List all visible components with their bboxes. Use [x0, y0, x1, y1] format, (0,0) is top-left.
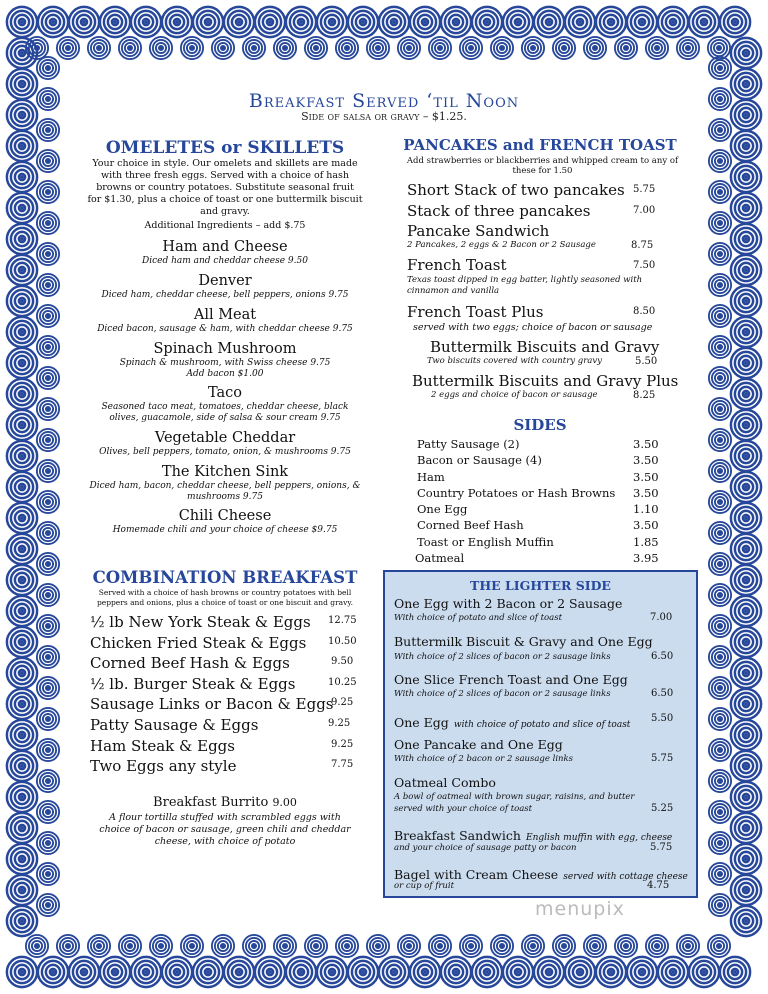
border-circle-icon: [7, 720, 37, 750]
menu-item-desc: With choice of 2 slices of bacon or 2 sausage links: [394, 652, 611, 662]
border-circle-icon: [731, 906, 761, 936]
border-circle-icon: [709, 305, 731, 327]
border-circle-icon: [37, 553, 59, 575]
border-circle-icon: [410, 957, 440, 987]
border-circle-icon: [709, 739, 731, 761]
border-circle-icon: [38, 957, 68, 987]
border-circle-icon: [503, 7, 533, 37]
item-price: 4.75: [647, 880, 670, 891]
border-circle-icon: [100, 7, 130, 37]
border-circle-icon: [286, 957, 316, 987]
menu-item-name: All Meat: [193, 307, 257, 323]
border-circle-icon: [305, 935, 327, 957]
border-circle-icon: [69, 7, 99, 37]
omeletes-list: [80, 238, 370, 536]
border-circle-icon: [709, 336, 731, 358]
list-item: Short Stack of two pancakes: [407, 181, 625, 199]
border-circle-icon: [522, 37, 544, 59]
border-circle-icon: [212, 37, 234, 59]
list-item: Toast or English Muffin 1.85: [417, 534, 659, 549]
pancakes-intro: Add strawberries or blackberries and whipped cream to any of these for 1.50: [406, 156, 679, 176]
border-circle-icon: [7, 255, 37, 285]
border-circle-icon: [709, 553, 731, 575]
border-circle-icon: [441, 7, 471, 37]
menu-item-name: Buttermilk Biscuit & Gravy and One Egg: [394, 634, 653, 649]
border-circle-icon: [162, 7, 192, 37]
border-circle-icon: [553, 935, 575, 957]
border-circle-icon: [7, 596, 37, 626]
border-circle-icon: [37, 181, 59, 203]
border-circle-icon: [731, 596, 761, 626]
border-circle-icon: [348, 7, 378, 37]
menu-item-name: Denver: [198, 273, 252, 289]
border-circle-icon: [731, 844, 761, 874]
list-item: Buttermilk Biscuits and Gravy Plus: [412, 372, 679, 390]
border-circle-icon: [7, 410, 37, 440]
menu-item-desc: served with your choice of toast: [394, 804, 533, 814]
border-circle-icon: [348, 957, 378, 987]
border-circle-icon: [731, 131, 761, 161]
border-circle-icon: [720, 7, 750, 37]
item-price: 5.75: [633, 184, 656, 195]
combination-intro: Served with a choice of hash browns or country potatoes with bell peppers and onions, plus a choice of toast or one biscuit and gravy.: [96, 588, 354, 607]
border-circle-icon: [720, 957, 750, 987]
menu-item-desc: Seasoned taco meat, tomatoes, cheddar cheese, black: [101, 402, 349, 412]
border-circle-icon: [658, 957, 688, 987]
border-circle-icon: [274, 37, 296, 59]
border-circle-icon: [37, 336, 59, 358]
list-item: Buttermilk Biscuits and Gravy: [430, 338, 660, 356]
item-desc: Texas toast dipped in egg batter, lightly seasoned with cinnamon and vanilla: [407, 275, 643, 296]
border-circle-icon: [181, 37, 203, 59]
border-circle-icon: [37, 460, 59, 482]
menu-item-name: One Egg with 2 Bacon or 2 Sausage: [394, 596, 623, 611]
border-circle-icon: [131, 7, 161, 37]
border-circle-icon: [119, 37, 141, 59]
border-circle-icon: [731, 317, 761, 347]
border-circle-icon: [709, 181, 731, 203]
border-circle-icon: [37, 398, 59, 420]
border-circle-icon: [7, 906, 37, 936]
border-circle-icon: [336, 935, 358, 957]
item-price: 7.00: [633, 205, 656, 216]
page-title: Breakfast Served ‘til Noon: [248, 90, 520, 112]
page-subtitle: Side of salsa or gravy – $1.25.: [301, 110, 467, 123]
menu-item-desc: With choice of potato and slice of toast: [394, 613, 563, 623]
border-circle-icon: [709, 646, 731, 668]
border-circle-icon: [181, 935, 203, 957]
item-desc: served with two eggs; choice of bacon or sausage: [413, 322, 653, 333]
border-circle-icon: [317, 957, 347, 987]
border-circle-icon: [37, 305, 59, 327]
border-circle-icon: [731, 441, 761, 471]
border-circle-icon: [553, 37, 575, 59]
border-circle-icon: [7, 286, 37, 316]
border-circle-icon: [7, 875, 37, 905]
border-circle-icon: [7, 813, 37, 843]
border-circle-icon: [37, 429, 59, 451]
border-circle-icon: [709, 770, 731, 792]
list-item: Two Eggs any style 7.75: [90, 757, 354, 776]
lighter-heading: THE LIGHTER SIDE: [470, 578, 611, 593]
watermark: menupix: [535, 898, 625, 920]
border-circle-icon: [429, 935, 451, 957]
border-circle-icon: [596, 7, 626, 37]
border-circle-icon: [709, 460, 731, 482]
list-item: ½ lb. Burger Steak & Eggs 10.25: [90, 674, 357, 693]
border-circle-icon: [255, 7, 285, 37]
menu-item-desc: With choice of 2 bacon or 2 sausage links: [394, 754, 574, 764]
item-price: 5.25: [651, 803, 674, 814]
menu-item-desc: Diced ham, bacon, cheddar cheese, bell peppers, onions, &: [89, 481, 361, 491]
border-circle-icon: [615, 37, 637, 59]
border-circle-icon: [709, 57, 731, 79]
item-price: 8.50: [633, 306, 656, 317]
border-circle-icon: [441, 957, 471, 987]
border-circle-icon: [150, 935, 172, 957]
item-price: 5.75: [651, 753, 674, 764]
menu-item-desc: olives, guacamole, side of salsa & sour cream 9.75: [109, 413, 341, 423]
border-circle-icon: [26, 935, 48, 957]
border-circle-icon: [731, 627, 761, 657]
menu-item-name: Ham and Cheese: [162, 239, 288, 255]
border-circle-icon: [410, 7, 440, 37]
border-circle-icon: [584, 935, 606, 957]
border-circle-icon: [7, 224, 37, 254]
border-circle-icon: [731, 720, 761, 750]
border-circle-icon: [709, 243, 731, 265]
border-circle-icon: [565, 957, 595, 987]
border-circle-icon: [627, 957, 657, 987]
item-price: 7.50: [633, 260, 656, 271]
border-circle-icon: [37, 615, 59, 637]
border-circle-icon: [709, 212, 731, 234]
border-circle-icon: [37, 770, 59, 792]
border-circle-icon: [7, 472, 37, 502]
border-circle-icon: [627, 7, 657, 37]
border-circle-icon: [224, 957, 254, 987]
border-circle-icon: [379, 957, 409, 987]
menu-item-name: Chili Cheese: [178, 508, 272, 524]
border-circle-icon: [37, 739, 59, 761]
border-circle-icon: [88, 37, 110, 59]
border-circle-icon: [731, 255, 761, 285]
omeletes-intro: Your choice in style. Our omelets and skillets are made with three fresh eggs. Served with a choice of hash browns or country potatoes. Substitute seasonal fruit for $1.30, plus a choice of toast or one buttermilk biscuit and gravy. Additional Ingredients – add $.75: [87, 158, 363, 231]
border-circle-icon: [37, 57, 59, 79]
menu-item-desc: Diced ham, cheddar cheese, bell peppers, onions 9.75: [101, 290, 349, 300]
border-circle-icon: [367, 37, 389, 59]
border-circle-icon: [100, 957, 130, 987]
list-item: Bacon or Sausage (4) 3.50: [417, 453, 659, 468]
list-item: Stack of three pancakes: [407, 202, 591, 220]
border-circle-icon: [7, 441, 37, 471]
list-item: Corned Beef Hash 3.50: [417, 518, 659, 533]
menu-item-name: Bagel with Cream Cheese served with cottage cheese: [394, 867, 688, 882]
border-circle-icon: [646, 935, 668, 957]
border-circle-icon: [709, 801, 731, 823]
item-price: 6.50: [651, 688, 674, 699]
border-circle-icon: [709, 584, 731, 606]
border-circle-icon: [119, 935, 141, 957]
border-circle-icon: [305, 37, 327, 59]
list-item: One Egg 1.10: [417, 502, 659, 517]
border-circle-icon: [7, 565, 37, 595]
border-circle-icon: [709, 274, 731, 296]
border-circle-icon: [731, 782, 761, 812]
list-item: Patty Sausage & Eggs 9.25: [90, 715, 351, 734]
border-circle-icon: [7, 957, 37, 987]
border-circle-icon: [7, 658, 37, 688]
border-circle-icon: [708, 37, 730, 59]
border-circle-icon: [379, 7, 409, 37]
item-price: 8.25: [633, 390, 656, 401]
item-price: 8.75: [631, 240, 654, 251]
border-circle-icon: [534, 957, 564, 987]
border-circle-icon: [709, 150, 731, 172]
border-circle-icon: [7, 379, 37, 409]
border-circle-icon: [731, 689, 761, 719]
border-circle-icon: [37, 274, 59, 296]
border-circle-icon: [367, 935, 389, 957]
combination-list: [90, 612, 360, 777]
border-circle-icon: [731, 193, 761, 223]
border-circle-icon: [37, 646, 59, 668]
border-circle-icon: [709, 398, 731, 420]
border-circle-icon: [57, 37, 79, 59]
list-item: ½ lb New York Steak & Eggs 12.75: [90, 613, 357, 631]
item-price: 6.50: [651, 651, 674, 662]
border-circle-icon: [472, 957, 502, 987]
border-circle-icon: [7, 627, 37, 657]
border-circle-icon: [709, 863, 731, 885]
border-circle-icon: [398, 935, 420, 957]
border-circle-icon: [731, 379, 761, 409]
lighter-side-box: [383, 570, 698, 898]
border-circle-icon: [7, 782, 37, 812]
border-circle-icon: [7, 844, 37, 874]
border-circle-icon: [731, 410, 761, 440]
border-circle-icon: [565, 7, 595, 37]
border-circle-icon: [162, 957, 192, 987]
border-circle-icon: [731, 38, 761, 68]
item-desc: 2 eggs and choice of bacon or sausage: [431, 390, 598, 400]
border-circle-icon: [731, 875, 761, 905]
item-desc: 2 Pancakes, 2 eggs & 2 Bacon or 2 Sausage: [407, 240, 596, 250]
border-circle-icon: [731, 286, 761, 316]
border-circle-icon: [709, 894, 731, 916]
border-circle-icon: [57, 935, 79, 957]
burrito-item: Breakfast Burrito 9.00 A flour tortilla stuffed with scrambled eggs with choice of bacon or sausage, green chili and cheddar cheese, with choice of potato: [99, 795, 351, 847]
border-circle-icon: [584, 37, 606, 59]
item-price: 5.75: [650, 842, 673, 853]
border-circle-icon: [69, 957, 99, 987]
list-item: Ham Steak & Eggs 9.25: [90, 736, 354, 755]
border-circle-icon: [689, 957, 719, 987]
border-circle-icon: [7, 751, 37, 781]
list-item: Corned Beef Hash & Eggs 9.50: [90, 654, 354, 673]
border-circle-icon: [243, 37, 265, 59]
menu-item-desc: Add bacon $1.00: [186, 369, 264, 379]
item-desc: Two biscuits covered with country gravy: [427, 356, 602, 366]
border-circle-icon: [37, 150, 59, 172]
border-circle-icon: [615, 935, 637, 957]
border-circle-icon: [460, 37, 482, 59]
border-circle-icon: [731, 503, 761, 533]
menu-item-desc: and your choice of sausage patty or bacon: [394, 843, 577, 853]
border-circle-icon: [491, 935, 513, 957]
list-item: Ham 3.50: [417, 469, 659, 484]
border-circle-icon: [596, 957, 626, 987]
border-circle-icon: [193, 957, 223, 987]
border-circle-icon: [460, 935, 482, 957]
combination-heading: COMBINATION BREAKFAST: [92, 568, 358, 587]
border-circle-icon: [7, 193, 37, 223]
border-circle-icon: [7, 38, 37, 68]
border-circle-icon: [731, 162, 761, 192]
border-circle-icon: [709, 615, 731, 637]
border-circle-icon: [709, 491, 731, 513]
border-circle-icon: [731, 813, 761, 843]
border-circle-icon: [7, 534, 37, 564]
border-circle-icon: [336, 37, 358, 59]
border-circle-icon: [429, 37, 451, 59]
border-circle-icon: [37, 212, 59, 234]
border-circle-icon: [37, 367, 59, 389]
menu-item-desc: Spinach & mushroom, with Swiss cheese 9.75: [119, 358, 331, 368]
border-circle-icon: [243, 935, 265, 957]
item-price: 5.50: [651, 713, 674, 724]
border-circle-icon: [677, 935, 699, 957]
border-circle-icon: [522, 935, 544, 957]
border-circle-icon: [398, 37, 420, 59]
list-item: Pancake Sandwich: [407, 222, 550, 240]
border-circle-icon: [7, 162, 37, 192]
border-circle-icon: [317, 7, 347, 37]
border-circle-icon: [7, 317, 37, 347]
border-circle-icon: [677, 37, 699, 59]
border-circle-icon: [37, 801, 59, 823]
menu-item-desc: Homemade chili and your choice of cheese $9.75: [112, 525, 338, 535]
border-circle-icon: [731, 348, 761, 378]
list-item: French Toast Plus: [407, 303, 544, 321]
border-circle-icon: [131, 957, 161, 987]
border-circle-icon: [731, 751, 761, 781]
menu-item-desc: or cup of fruit: [394, 881, 455, 891]
border-circle-icon: [37, 522, 59, 544]
border-circle-icon: [731, 472, 761, 502]
border-circle-icon: [224, 7, 254, 37]
menu-item-desc: mushrooms 9.75: [187, 492, 263, 502]
border-circle-icon: [38, 7, 68, 37]
border-circle-icon: [286, 7, 316, 37]
menu-item-name: Taco: [207, 385, 243, 401]
menu-item-desc: With choice of 2 slices of bacon or 2 sausage links: [394, 689, 611, 699]
list-item: Oatmeal 3.95: [415, 551, 659, 566]
border-circle-icon: [37, 832, 59, 854]
menu-item-desc: Olives, bell peppers, tomato, onion, & mushrooms 9.75: [99, 447, 351, 457]
border-circle-icon: [7, 7, 37, 37]
border-circle-icon: [37, 677, 59, 699]
border-circle-icon: [658, 7, 688, 37]
menu-item-desc: A bowl of oatmeal with brown sugar, raisins, and butter: [394, 792, 635, 802]
border-circle-icon: [37, 243, 59, 265]
menu-item-name: Breakfast Sandwich English muffin with egg, cheese: [394, 828, 673, 843]
border-circle-icon: [709, 367, 731, 389]
menu-item-name: Vegetable Cheddar: [154, 430, 296, 446]
border-circle-icon: [26, 37, 48, 59]
list-item: Country Potatoes or Hash Browns 3.50: [417, 485, 659, 500]
menu-item-name: One Egg with choice of potato and slice of toast: [394, 715, 631, 730]
omeletes-heading: OMELETES or SKILLETS: [105, 138, 345, 158]
item-price: 7.00: [650, 612, 673, 623]
border-circle-icon: [37, 708, 59, 730]
border-circle-icon: [37, 584, 59, 606]
border-circle-icon: [491, 37, 513, 59]
menu-item-name: The Kitchen Sink: [161, 464, 289, 480]
border-circle-icon: [503, 957, 533, 987]
menu-item-name: Spinach Mushroom: [153, 341, 297, 357]
border-circle-icon: [212, 935, 234, 957]
border-circle-icon: [731, 658, 761, 688]
border-circle-icon: [7, 503, 37, 533]
border-circle-icon: [193, 7, 223, 37]
border-circle-icon: [708, 935, 730, 957]
border-circle-icon: [709, 522, 731, 544]
border-circle-icon: [689, 7, 719, 37]
sides-heading: SIDES: [513, 416, 567, 434]
border-circle-icon: [472, 7, 502, 37]
border-circle-icon: [709, 677, 731, 699]
border-circle-icon: [7, 348, 37, 378]
pancakes-heading: PANCAKES and FRENCH TOAST: [403, 136, 677, 154]
menu-item-desc: Diced bacon, sausage & ham, with cheddar cheese 9.75: [97, 324, 353, 334]
border-circle-icon: [534, 7, 564, 37]
border-circle-icon: [7, 131, 37, 161]
border-circle-icon: [37, 894, 59, 916]
border-circle-icon: [709, 708, 731, 730]
menu-item-desc: Diced ham and cheddar cheese 9.50: [142, 256, 308, 266]
border-circle-icon: [37, 863, 59, 885]
list-item: Sausage Links or Bacon & Eggs 9.25: [90, 695, 354, 714]
border-circle-icon: [88, 935, 110, 957]
menu-item-name: Oatmeal Combo: [394, 775, 496, 790]
border-circle-icon: [646, 37, 668, 59]
border-circle-icon: [150, 37, 172, 59]
border-circle-icon: [709, 429, 731, 451]
menu-item-name: One Slice French Toast and One Egg: [394, 672, 628, 687]
list-item: French Toast: [407, 256, 507, 274]
list-item: Chicken Fried Steak & Eggs 10.50: [90, 633, 357, 652]
item-price: 5.50: [635, 356, 658, 367]
border-circle-icon: [255, 957, 285, 987]
border-circle-icon: [37, 491, 59, 513]
sides-list: [417, 437, 667, 567]
border-circle-icon: [274, 935, 296, 957]
border-circle-icon: [709, 832, 731, 854]
border-circle-icon: [731, 565, 761, 595]
border-circle-icon: [731, 534, 761, 564]
list-item: Patty Sausage (2) 3.50: [417, 437, 659, 451]
border-circle-icon: [731, 224, 761, 254]
menu-item-name: One Pancake and One Egg: [394, 737, 563, 752]
border-circle-icon: [7, 689, 37, 719]
